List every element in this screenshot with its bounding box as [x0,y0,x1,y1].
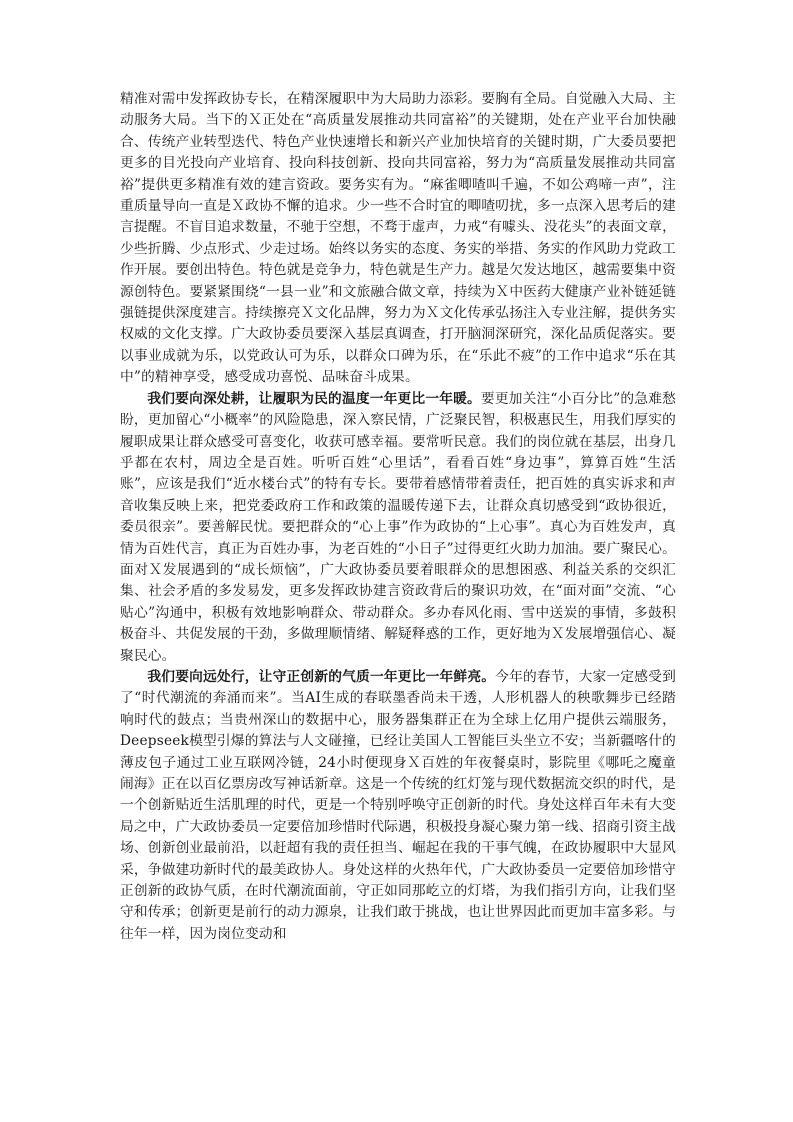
paragraph-3-lead: 我们要向远处行，让守正创新的气质一年更比一年鲜亮。 [147,668,496,685]
paragraph-1 [120,89,676,389]
paragraph-3 [120,667,676,945]
paragraph-2 [120,389,676,667]
paragraph-2-text: 要更加关注“小百分比”的急难愁盼，更加留心“小概率”的风险隐患，深入察民情，广泛聚民智，积极惠民生，用我们厚实的履职成果让群众感受可喜变化，收获可感幸福。要常听民意。我们的岗位就在基层，出身几乎都在农村，周边全是百姓。听听百姓“心里话”，看看百姓“身边事”，算算百姓“生活账”，应该是我们“近水楼台式”的特有专长。要带着感情带着责任，把百姓的真实诉求和声音收集反映上来，把党委政府工作和政策的温暖传递下去，让群众真切感受到“政协很近，委员很亲”。要善解民忧。要把群众的“心上事”作为政协的“上心事”。真心为百姓发声，真情为百姓代言，真正为百姓办事，为老百姓的“小日子”过得更红火助力加油。要广聚民心。面对Ｘ发展遇到的“成长烦恼”，广大政协委员要着眼群众的思想困惑、利益关系的交织汇集、社会矛盾的多发易发，更多发挥政协建言资政背后的聚识功效，在“面对面”交流、“心贴心”沟通中，积极有效地影响群众、带动群众。多办春风化雨、雪中送炭的事情，多鼓积极奋斗、共促发展的干劲，多做理顺情绪、解疑释惑的工作，更好地为Ｘ发展增强信心、凝聚民心。 [120,390,677,664]
paragraph-3-text: 今年的春节，大家一定感受到了“时代潮流的奔涌而来”。当AI生成的春联墨香尚未干透，人形机器人的秧歌舞步已经踏响时代的鼓点；当贵州深山的数据中心，服务器集群正在为全球上亿用户提供云端服务，Deepseek模型引爆的算法与人文碰撞，已经让美国人工智能巨头坐立不安；当新疆喀什的薄皮包子通过工业互联网冷链，24小时便现身Ｘ百姓的年夜餐桌时，影院里《哪吒之魔童闹海》正在以百亿票房改写神话新章。这是一个传统的红灯笼与现代数据流交织的时代，是一个创新贴近生活肌理的时代，更是一个特别呼唤守正创新的时代。身处这样百年未有大变局之中，广大政协委员一定要倍加珍惜时代际遇，积极投身凝心聚力第一线、招商引资主战场、创新创业最前沿，以赶超有我的责任担当、崛起在我的干事气魄，在政协履职中大显风采，争做建功新时代的最美政协人。身处这样的火热年代，广大政协委员一定要倍加珍惜守正创新的政协气质，在时代潮流面前，守正如同那屹立的灯塔，为我们指引方向，让我们坚守和传承；创新更是前行的动力源泉，让我们敢于挑战，也让世界因此而更加丰富多彩。与往年一样，因为岗位变动和 [120,668,676,942]
paragraph-2-lead: 我们要向深处耕，让履职为民的温度一年更比一年暖。 [147,390,481,407]
document-page [120,89,676,945]
paragraph-1-text: 精准对需中发挥政协专长，在精深履职中为大局助力添彩。要胸有全局。自觉融入大局、主动服务大局。当下的Ｘ正处在“高质量发展推动共同富裕”的关键期，处在产业平台加快融合、传统产业转型迭代、特色产业快速增长和新兴产业加快培育的关键时期，广大委员要把更多的目光投向产业培育、投向科技创新、投向共同富裕，努力为“高质量发展推动共同富裕”提供更多精准有效的建言资政。要务实有为。“麻雀唧喳叫千遍，不如公鸡啼一声”，注重质量导向一直是Ｘ政协不懈的追求。少一些不合时宜的唧喳叨扰，多一点深入思考后的建言提醒。不盲目追求数量，不驰于空想，不骛于虚声，力戒“有噱头、没花头”的表面文章，少些折腾、少点形式、少走过场。始终以务实的态度、务实的举措、务实的作风助力党政工作开展。要创出特色。特色就是竞争力，特色就是生产力。越是欠发达地区，越需要集中资源创特色。要紧紧围绕“一县一业”和文旅融合做文章，持续为Ｘ中医药大健康产业补链延链强链提供深度建言。持续擦亮Ｘ文化品牌，努力为Ｘ文化传承弘扬注入专业注解，提供务实权威的文化支撑。广大政协委员要深入基层真调查，打开脑洞深研究，深化品质促落实。要以事业成就为乐，以党政认可为乐，以群众口碑为乐，在“乐此不疲”的工作中追求“乐在其中”的精神享受，感受成功喜悦、品味奋斗成果。 [120,91,677,386]
